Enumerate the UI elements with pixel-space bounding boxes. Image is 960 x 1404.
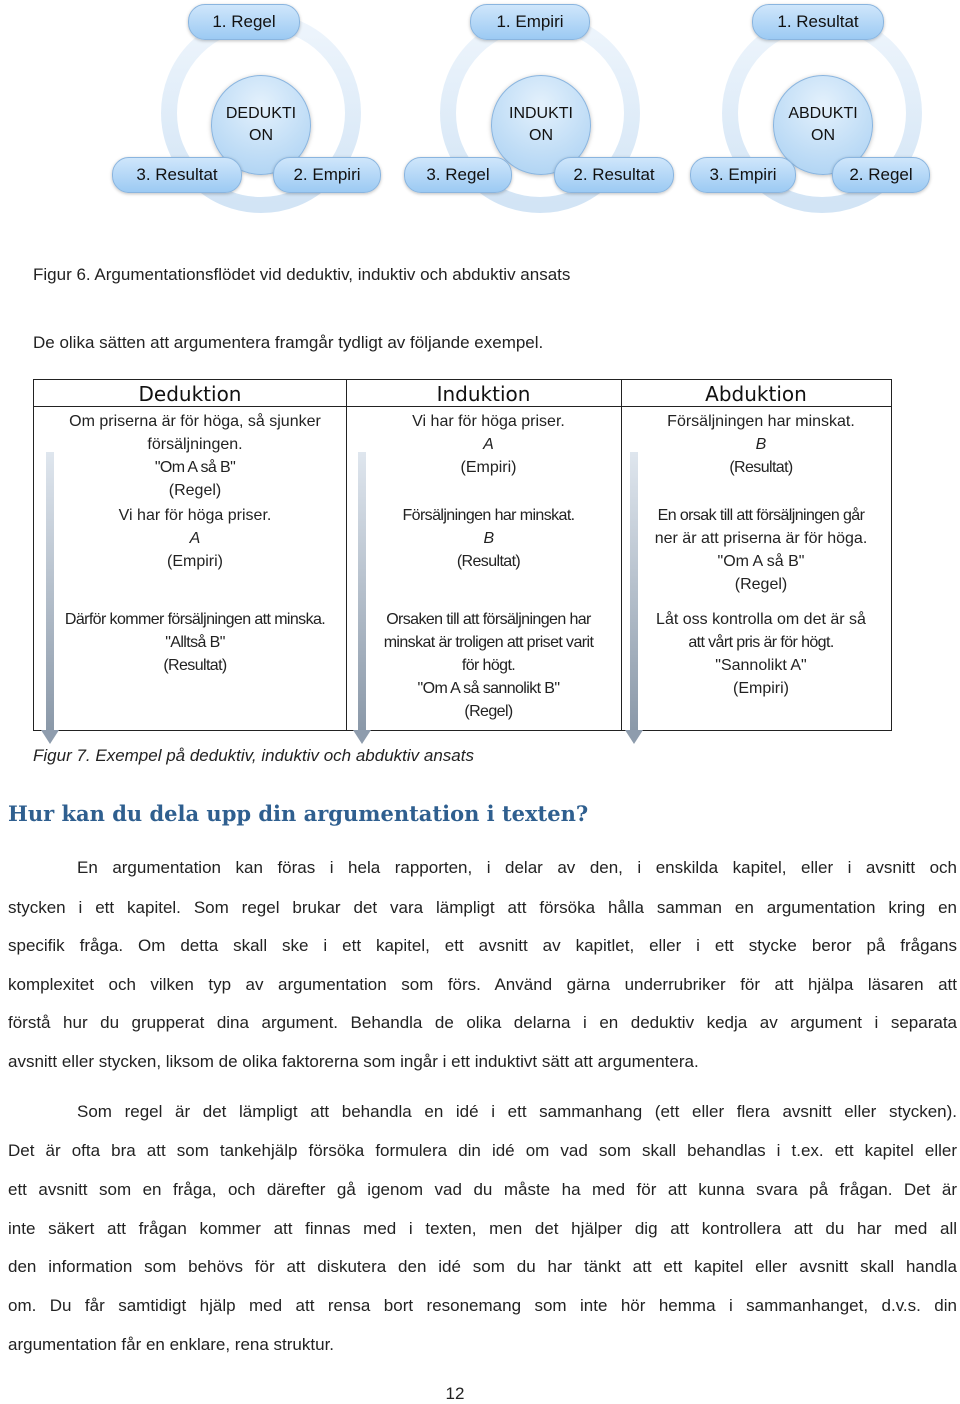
abd-block-regel: En orsak till att försäljningen går ner är att priserna är för höga. "Om A så B" (Regel) <box>654 507 868 593</box>
text-line: argumentation får en enklare, rena struktur. <box>8 1335 335 1354</box>
hub-abduktion: ABDUKTION <box>773 75 873 175</box>
pill-abd-empiri-3: 3. Empiri <box>690 157 796 193</box>
down-arrow-icon <box>627 452 641 744</box>
intro-text: De olika sätten att argumentera framgår tydligt av följande exempel. <box>33 333 544 352</box>
hub-induktion: INDUKTION <box>491 75 591 175</box>
text-line: Det är ofta bra att som tankehjälp försöka formulera din idé om vad som skall behandlas i t.ex. ett kapitel eller <box>8 1141 957 1160</box>
text-line: inte säkert att frågan kommer att finnas med i texten, men det hjälper dig att kontrollera att du har med all <box>8 1219 957 1238</box>
abd-block-empiri: Låt oss kontrolla om det är så att vårt pris är för högt. "Sannolikt A" (Empiri) <box>656 611 866 697</box>
pill-empiri-1: 1. Empiri <box>470 4 590 40</box>
ded-block-empiri: Vi har för höga priser. A (Empiri) <box>118 507 272 570</box>
section-heading: Hur kan du dela upp din argumentation i texten? <box>8 801 589 826</box>
text-line: Som regel är det lämpligt att behandla en idé i ett sammanhang (ett eller flera avsnitt eller stycken). <box>77 1102 957 1121</box>
page-number: 12 <box>445 1384 465 1403</box>
pill-ded-resultat-3: 3. Resultat <box>112 157 242 193</box>
pill-ded-empiri-2: 2. Empiri <box>273 157 381 193</box>
pill-resultat-1: 1. Resultat <box>752 4 884 40</box>
column-induktion <box>346 380 622 730</box>
ded-block-regel: Om priserna är för höga, så sjunker försäljningen. "Om A så B" (Regel) <box>69 413 321 499</box>
header-abduktion: Abduktion <box>705 382 807 406</box>
examples-table <box>33 379 892 731</box>
header-deduktion: Deduktion <box>138 382 242 406</box>
text-line: avsnitt eller stycken, liksom de olika faktorerna som ingår i ett induktivt sätt att argumentera. <box>8 1052 699 1071</box>
text-line: En argumentation kan föras i hela rapporten, i delar av den, i enskilda kapitel, eller i avsnitt och <box>77 858 957 877</box>
hub-deduktion: DEDUKTION <box>211 75 311 175</box>
ind-block-resultat: Försäljningen har minskat. B (Resultat) <box>402 507 575 570</box>
text-line: förstå hur du grupperat dina argument. Behandla de olika delarna i en deduktiv kedja av argument i separata <box>8 1013 957 1032</box>
text-line: om. Du får samtidigt hjälp med att rensa bort resonemang som inte hör hemma i sammanhanget, d.v.s. din <box>8 1296 957 1315</box>
text-line: den information som behövs för att diskutera den idé som du har tänkt att ett kapitel eller avsnitt skall handla <box>8 1257 957 1276</box>
pill-ind-regel-3: 3. Regel <box>404 157 512 193</box>
abd-block-resultat: Försäljningen har minskat. B (Resultat) <box>667 413 855 476</box>
column-deduktion <box>34 380 347 730</box>
header-induktion: Induktion <box>436 382 531 406</box>
ded-block-resultat: Därför kommer försäljningen att minska. "Alltså B" (Resultat) <box>64 611 326 674</box>
text-line: specifik fråga. Om detta skall ske i ett kapitel, ett avsnitt av kapitlet, eller i ett stycke beror på frågans <box>8 936 957 955</box>
ind-block-regel: Orsaken till att försäljningen har minskat är troligen att priset varit för högt. "Om A så sannolikt B" (Regel) <box>383 611 594 720</box>
text-line: ett avsnitt som en fråga, och därefter gå igenom vad du måste ha med för att kunna svara på frågan. Det är <box>8 1180 957 1199</box>
text-line: stycken i ett kapitel. Som regel brukar det vara lämpligt att försöka hålla samman en argumentation kring en <box>8 898 957 917</box>
pill-abd-regel-2: 2. Regel <box>832 157 930 193</box>
argumentation-flow-diagram <box>0 0 960 230</box>
column-abduktion <box>621 380 891 730</box>
figure7-caption: Figur 7. Exempel på deduktiv, induktiv och abduktiv ansats <box>33 746 474 765</box>
pill-ind-resultat-2: 2. Resultat <box>554 157 674 193</box>
ind-block-empiri: Vi har för höga priser. A (Empiri) <box>412 413 565 476</box>
pill-regel-1: 1. Regel <box>188 4 300 40</box>
text-line: komplexitet och vilken typ av argumentation som förs. Använd gärna underrubriker för att hjälpa läsaren att <box>8 975 957 994</box>
figure6-caption: Figur 6. Argumentationsflödet vid deduktiv, induktiv och abduktiv ansats <box>33 265 571 284</box>
